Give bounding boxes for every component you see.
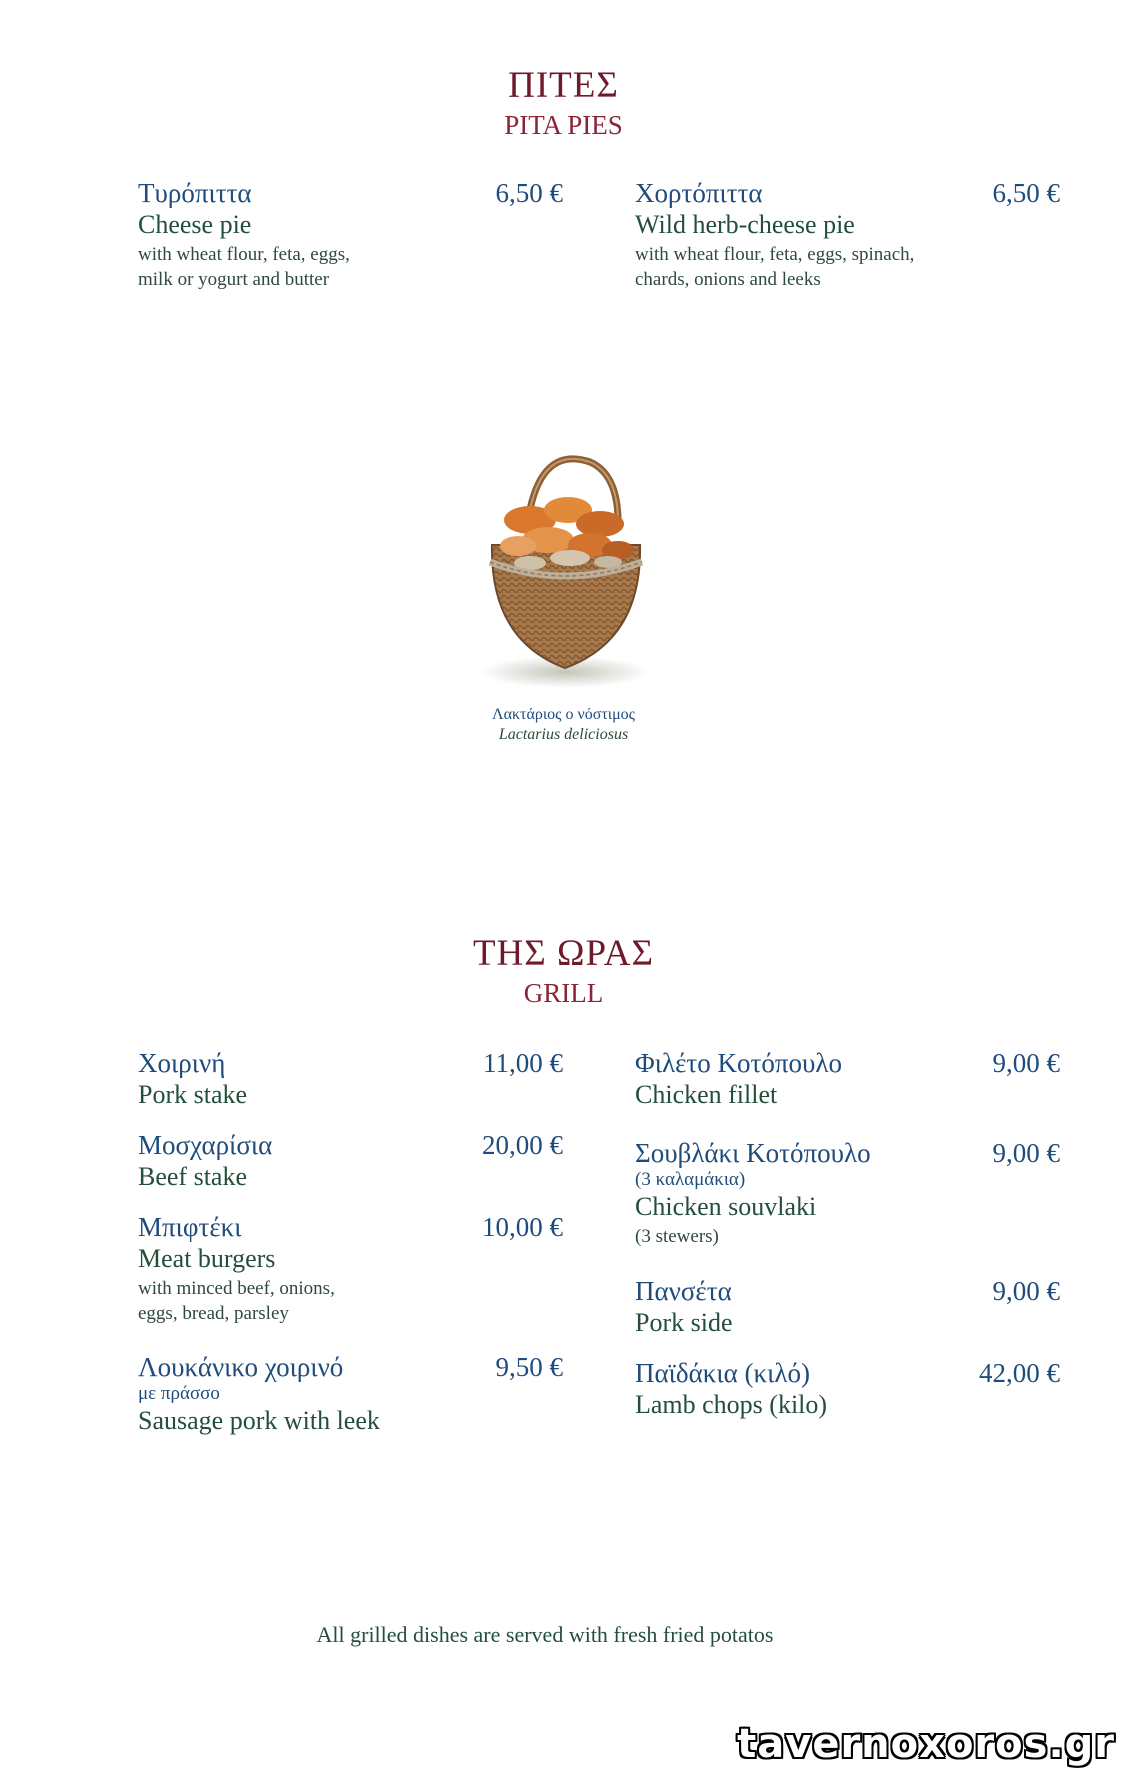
item-price: 20,00 € (482, 1130, 563, 1160)
menu-item-lamb-chops (635, 1358, 1060, 1420)
item-description-line: chards, onions and leeks (635, 269, 821, 290)
item-name-greek: Παϊδάκια (κιλό) (635, 1358, 810, 1388)
item-name-greek: Λουκάνικο χοιρινό (138, 1352, 344, 1382)
item-subnote-greek: με πράσσο (138, 1383, 220, 1404)
item-price: 42,00 € (979, 1358, 1060, 1388)
item-description (635, 242, 1060, 292)
item-price: 10,00 € (482, 1212, 563, 1242)
item-price: 9,00 € (992, 1048, 1060, 1078)
menu-item-pork-side (635, 1276, 1060, 1338)
menu-item-chicken-fillet (635, 1048, 1060, 1110)
item-name-greek: Πανσέτα (635, 1276, 732, 1306)
menu-item-herb-pie (635, 178, 1060, 292)
menu-item-chicken-souvlaki (635, 1138, 1060, 1248)
item-name-english: Lamb chops (kilo) (635, 1390, 828, 1419)
item-description-line: with minced beef, onions, (138, 1278, 335, 1299)
menu-item-sausage-pork (138, 1352, 563, 1436)
item-name-greek: Μοσχαρίσια (138, 1130, 273, 1160)
item-name-greek: Χορτόπιττα (635, 178, 763, 208)
item-description (138, 242, 563, 292)
item-price: 6,50 € (992, 178, 1060, 208)
item-name-english: Chicken souvlaki (635, 1192, 817, 1221)
item-subnote-greek: (3 καλαμάκια) (635, 1169, 746, 1190)
footer-note: All grilled dishes are served with fresh fried potatos (316, 1622, 774, 1647)
section-title-english-grill: GRILL (523, 978, 604, 1008)
menu-item-beef-stake (138, 1130, 563, 1192)
image-caption-latin: Lactarius deliciosus (498, 726, 629, 743)
item-name-greek: Μπιφτέκι (138, 1212, 242, 1242)
item-description-line: eggs, bread, parsley (138, 1303, 289, 1324)
site-watermark: tavernoxoros.gr (737, 1721, 1115, 1767)
item-description-line: with wheat flour, feta, eggs, spinach, (635, 244, 915, 265)
item-name-english: Beef stake (138, 1162, 248, 1191)
menu-item-pork-stake (138, 1048, 563, 1110)
item-subnote-english: (3 stewers) (635, 1226, 719, 1247)
item-name-english: Sausage pork with leek (138, 1406, 380, 1435)
item-name-english: Cheese pie (138, 210, 252, 239)
item-price: 9,00 € (992, 1138, 1060, 1168)
item-name-english: Chicken fillet (635, 1080, 778, 1109)
item-name-english: Wild herb-cheese pie (635, 210, 855, 239)
item-name-english: Meat burgers (138, 1244, 276, 1273)
section-title-greek-pita: ΠΙΤΕΣ (508, 65, 619, 106)
menu-item-meat-burgers (138, 1212, 563, 1326)
section-title-greek-grill: ΤΗΣ ΩΡΑΣ (472, 933, 655, 974)
item-name-greek: Χοιρινή (138, 1048, 226, 1078)
mushroom-basket-image (470, 450, 660, 690)
menu-item-cheese-pie (138, 178, 563, 292)
item-description-line: with wheat flour, feta, eggs, (138, 244, 350, 265)
section-title-english-pita: PITA PIES (504, 110, 623, 140)
item-name-greek: Τυρόπιττα (138, 178, 252, 208)
item-name-english: Pork side (635, 1308, 733, 1337)
item-name-greek: Φιλέτο Κοτόπουλο (635, 1048, 842, 1078)
item-name-english: Pork stake (138, 1080, 248, 1109)
item-description-line: milk or yogurt and butter (138, 269, 330, 290)
item-price: 9,00 € (992, 1276, 1060, 1306)
item-description (138, 1276, 563, 1326)
item-price: 6,50 € (495, 178, 563, 208)
item-price: 9,50 € (495, 1352, 563, 1382)
item-price: 11,00 € (483, 1048, 563, 1078)
image-caption-greek: Λακτάριος ο νόστιμος (492, 706, 635, 723)
item-name-greek: Σουβλάκι Κοτόπουλο (635, 1138, 871, 1168)
